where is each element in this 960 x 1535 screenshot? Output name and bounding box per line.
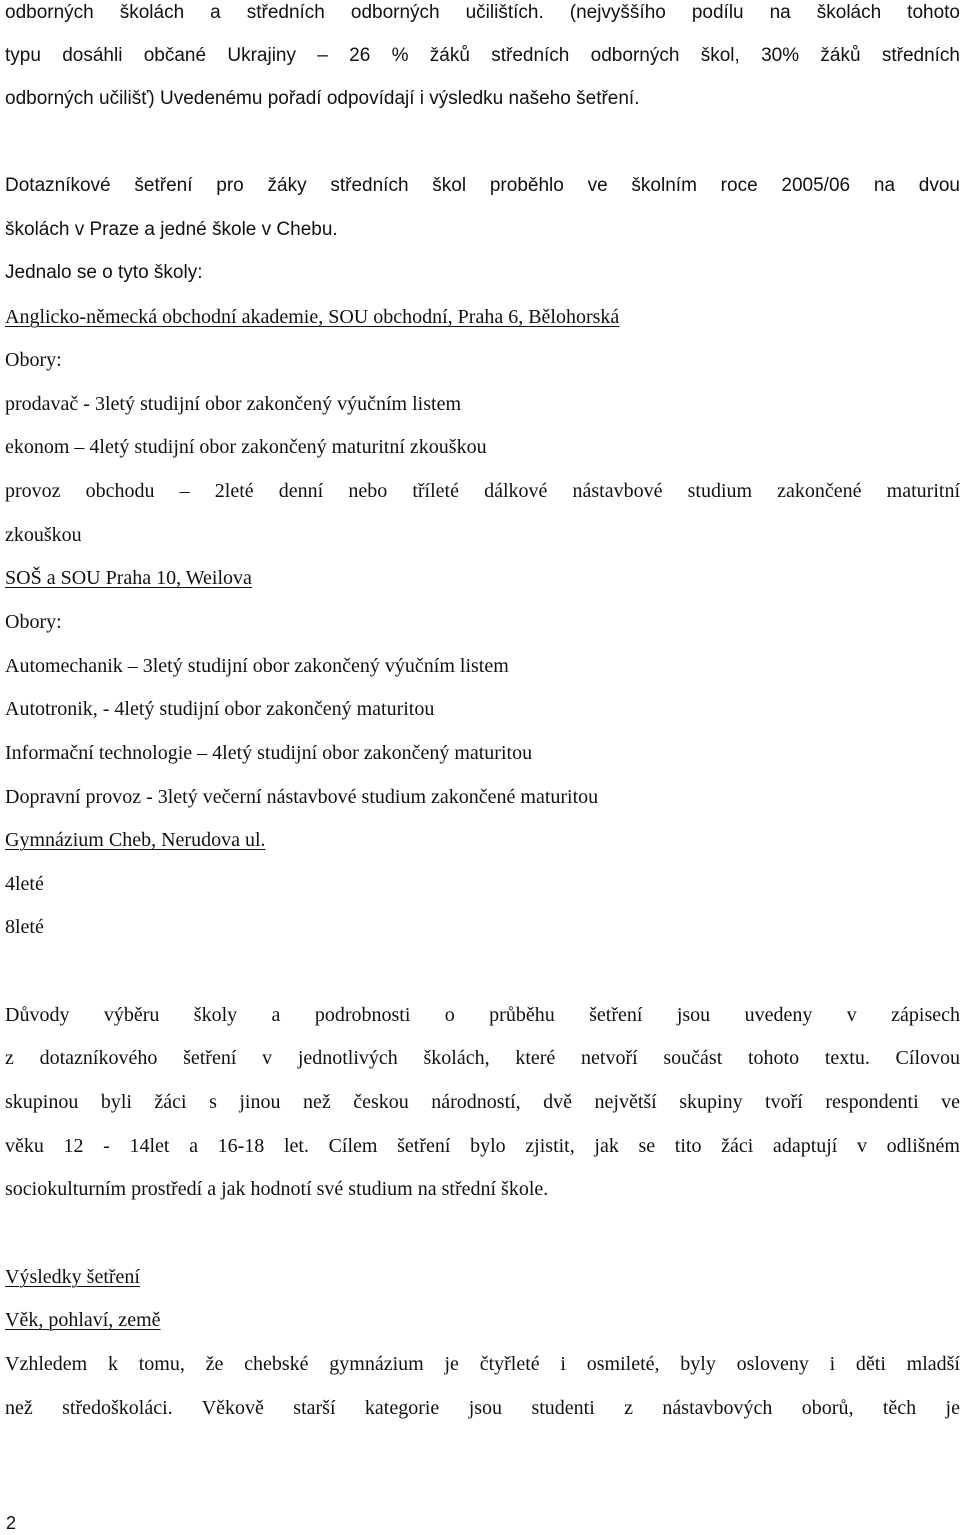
- school2-name: SOŠ a SOU Praha 10, Weilova: [5, 567, 252, 589]
- results-line2: než středoškoláci. Věkově starší kategorie jsou studenti z nástavbových oborů, těch je: [5, 1397, 960, 1419]
- school1-field2: ekonom – 4letý studijní obor zakončený maturitní zkouškou: [5, 436, 487, 458]
- page-number: 2: [6, 1513, 17, 1533]
- paragraph1-line2: typu dosáhli občané Ukrajiny – 26 % žáků středních odborných škol, 30% žáků středních: [5, 45, 960, 66]
- school1-field3-line2: zkouškou: [5, 524, 82, 546]
- results-line1: Vzhledem k tomu, že chebské gymnázium je čtyřleté i osmileté, byly osloveny i děti mladší: [5, 1353, 960, 1375]
- schools-intro: Jednalo se o tyto školy:: [5, 262, 203, 283]
- school3-field2: 8leté: [5, 916, 44, 938]
- results-subheading: Věk, pohlaví, země: [5, 1309, 161, 1331]
- school2-fields-label: Obory:: [5, 611, 62, 633]
- paragraph2-line2: školách v Praze a jedné škole v Chebu.: [5, 219, 338, 240]
- school2-field1: Automechanik – 3letý studijní obor zakončený výučním listem: [5, 655, 509, 677]
- paragraph3-line2: z dotazníkového šetření v jednotlivých školách, které netvoří součást tohoto textu. Cílovou: [5, 1047, 960, 1069]
- school1-field3-line1: provoz obchodu – 2leté denní nebo tříleté dálkové nástavbové studium zakončené maturitní: [5, 480, 960, 502]
- paragraph1-line3: odborných učilišť) Uvedenému pořadí odpovídají i výsledku našeho šetření.: [5, 88, 640, 109]
- results-heading: Výsledky šetření: [5, 1266, 140, 1288]
- paragraph3-line4: věku 12 - 14let a 16-18 let. Cílem šetření bylo zjistit, jak se tito žáci adaptují v odlišném: [5, 1135, 960, 1157]
- school2-field3: Informační technologie – 4letý studijní obor zakončený maturitou: [5, 742, 533, 764]
- paragraph3-line3: skupinou byli žáci s jinou než českou národností, dvě největší skupiny tvoří respondenti ve: [5, 1091, 960, 1113]
- school3-name: Gymnázium Cheb, Nerudova ul.: [5, 829, 266, 851]
- school3-field1: 4leté: [5, 873, 44, 895]
- school1-fields-label: Obory:: [5, 349, 62, 371]
- school2-field2: Autotronik, - 4letý studijní obor zakončený maturitou: [5, 698, 435, 720]
- paragraph1-line1: odborných školách a středních odborných učilištích. (nejvyššího podílu na školách tohoto: [5, 2, 960, 23]
- school2-field4: Dopravní provoz - 3letý večerní nástavbové studium zakončené maturitou: [5, 786, 599, 808]
- paragraph3-line1: Důvody výběru školy a podrobnosti o průběhu šetření jsou uvedeny v zápisech: [5, 1004, 960, 1026]
- school1-field1: prodavač - 3letý studijní obor zakončený výučním listem: [5, 393, 461, 415]
- paragraph2-line1: Dotazníkové šetření pro žáky středních škol proběhlo ve školním roce 2005/06 na dvou: [5, 175, 960, 196]
- school1-name: Anglicko-německá obchodní akademie, SOU obchodní, Praha 6, Bělohorská: [5, 306, 620, 328]
- paragraph3-line5: sociokulturním prostředí a jak hodnotí své studium na střední škole.: [5, 1178, 549, 1200]
